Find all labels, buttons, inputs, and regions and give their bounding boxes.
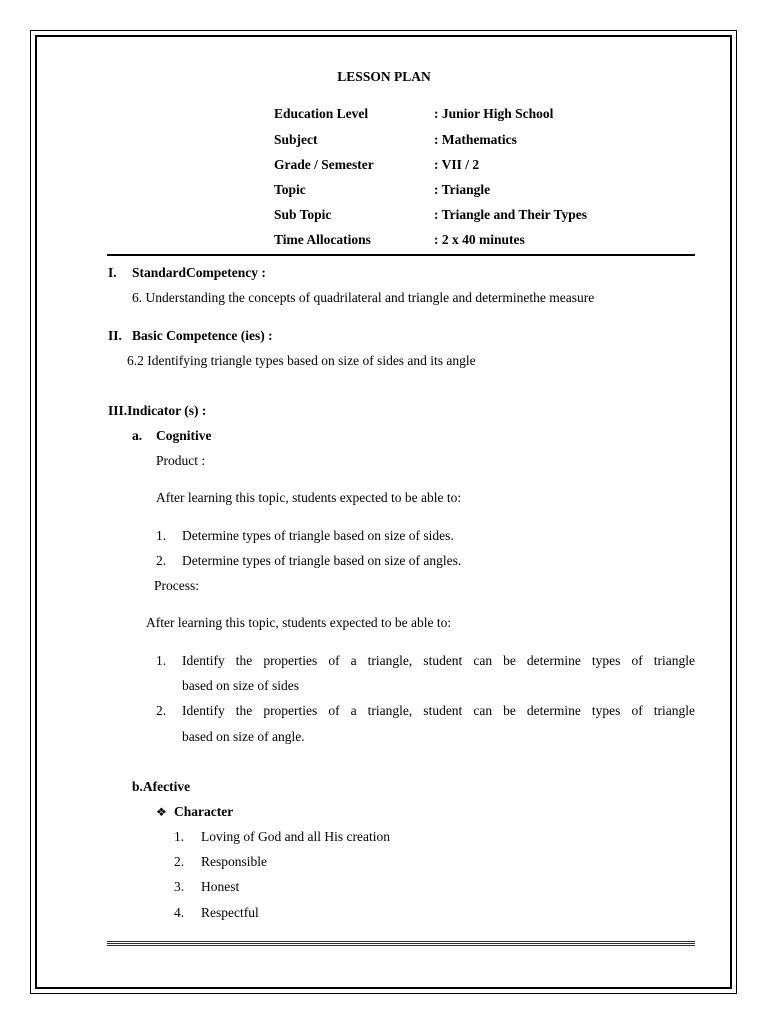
list-item-continued: based on size of sides — [182, 678, 299, 693]
list-item: Identify the properties of a triangle, student can be determine types of triangle — [182, 703, 695, 718]
field-value: : Junior High School — [434, 106, 554, 121]
subsection-heading: b.Afective — [132, 779, 191, 794]
section-text: 6. Understanding the concepts of quadrilateral and triangle and determinethe measure — [132, 290, 595, 305]
section-number: I. — [108, 265, 117, 280]
section-heading: III.Indicator (s) : — [108, 403, 207, 418]
page-title: LESSON PLAN — [337, 69, 431, 84]
list-number: 1. — [156, 653, 167, 668]
field-value: : 2 x 40 minutes — [434, 232, 525, 247]
list-item: Determine types of triangle based on size of sides. — [182, 528, 454, 543]
field-label: Education Level — [274, 106, 369, 121]
list-item: Responsible — [201, 854, 267, 869]
section-number: II. — [108, 328, 122, 343]
field-value: : Mathematics — [434, 132, 517, 147]
diamond-bullet-icon: ❖ — [156, 805, 167, 819]
product-label: Product : — [156, 453, 206, 468]
list-item-continued: based on size of angle. — [182, 729, 305, 744]
section-heading: StandardCompetency : — [132, 265, 266, 280]
list-item: Loving of God and all His creation — [201, 829, 390, 844]
field-label: Subject — [274, 132, 318, 147]
field-value: : VII / 2 — [434, 157, 480, 172]
field-value: : Triangle — [434, 182, 491, 197]
field-label: Topic — [274, 182, 306, 197]
list-number: 4. — [174, 905, 185, 920]
process-intro: After learning this topic, students expected to be able to: — [146, 615, 452, 630]
character-heading: Character — [174, 804, 234, 819]
list-item: Honest — [201, 879, 240, 894]
field-label: Grade / Semester — [274, 157, 374, 172]
field-label: Time Allocations — [274, 232, 371, 247]
subsection-letter: a. — [132, 428, 143, 443]
list-number: 2. — [156, 553, 167, 568]
section-text: 6.2 Identifying triangle types based on size of sides and its angle — [127, 353, 476, 368]
field-value: : Triangle and Their Types — [434, 207, 588, 222]
list-item: Respectful — [201, 905, 259, 920]
list-item: Determine types of triangle based on size of angles. — [182, 553, 462, 568]
header-divider — [107, 254, 695, 256]
footer-divider — [107, 941, 695, 947]
field-label: Sub Topic — [274, 207, 332, 222]
subsection-heading: Cognitive — [156, 428, 212, 443]
list-number: 2. — [156, 703, 167, 718]
section-heading: Basic Competence (ies) : — [132, 328, 273, 343]
list-number: 3. — [174, 879, 185, 894]
process-label: Process: — [154, 578, 199, 593]
product-intro: After learning this topic, students expected to be able to: — [156, 490, 462, 505]
list-number: 2. — [174, 854, 185, 869]
list-number: 1. — [174, 829, 185, 844]
list-number: 1. — [156, 528, 167, 543]
list-item: Identify the properties of a triangle, student can be determine types of triangle — [182, 653, 695, 668]
page-border-inner — [35, 35, 732, 989]
